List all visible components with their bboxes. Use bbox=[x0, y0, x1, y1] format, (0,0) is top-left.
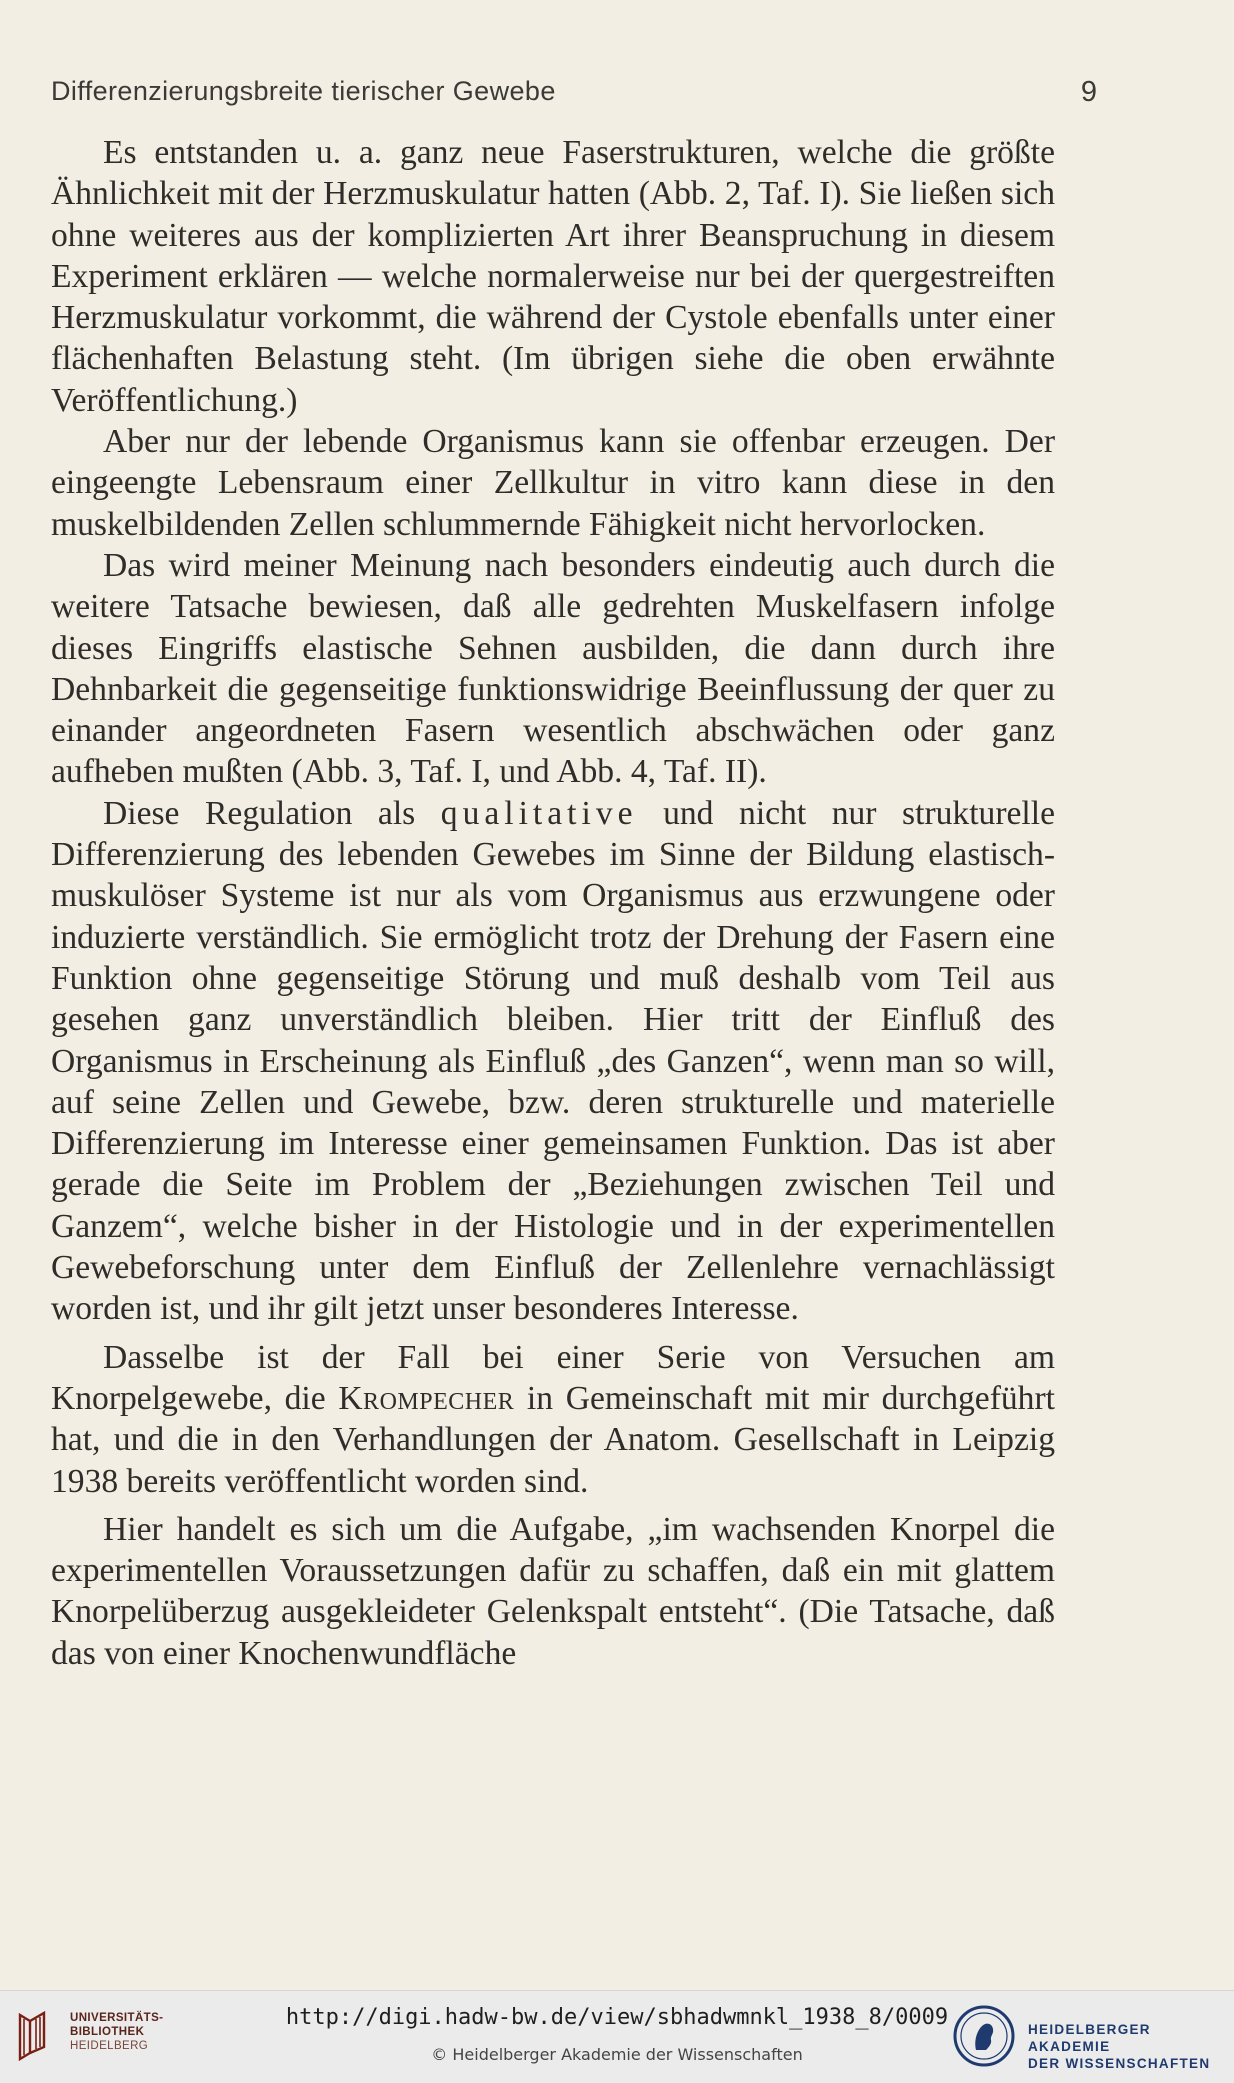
author-name: Krompecher bbox=[338, 1379, 515, 1417]
academy-name-line-1: HEIDELBERGER AKADEMIE bbox=[1028, 2022, 1151, 2054]
paragraph-4-start: Diese Regulation als bbox=[103, 794, 441, 832]
paragraph-5 bbox=[51, 1337, 1055, 1502]
library-name-line-2: BIBLIOTHEK bbox=[70, 2026, 145, 2038]
paragraph-4-rest: und nicht nur strukturelle Differenzierung des lebenden Gewebes im Sinne der Bildung elastisch-muskulöser Systeme ist nur als vom Organismus aus erzwungene oder induzierte verständlich. Sie ermöglicht trotz der Drehung der Fasern eine Funktion ohne gegenseitige Störung und muß deshalb vom Teil aus gesehen ganz unverständlich bleiben. Hier tritt der Einfluß des Organismus in Erscheinung als Einfluß „des Ganzen“, wenn man so will, auf seine Zellen und Gewebe, bzw. deren strukturelle und materielle Differenzierung im Interesse einer gemeinsamen Funktion. Das ist aber gerade die Seite im Problem der „Beziehungen zwischen Teil und Ganzem“, welche bisher in der Histologie und in der experimentellen Gewebeforschung unter dem Einfluß der Zellenlehre vernachlässigt worden ist, und ihr gilt jetzt unser besonderes Interesse. bbox=[51, 794, 1055, 1328]
paragraph-2: Aber nur der lebende Organismus kann sie offenbar erzeugen. Der eingeengte Lebensraum einer Zellkultur in vitro kann diese in den muskelbildenden Zellen schlummernde Fähigkeit nicht hervorlocken. bbox=[51, 423, 1055, 543]
emphasized-word: qualitative bbox=[440, 794, 638, 832]
library-name-line-3: HEIDELBERG bbox=[70, 2040, 149, 2052]
page-number: 9 bbox=[1080, 76, 1097, 108]
viewer-footer bbox=[0, 1990, 1234, 2083]
paragraph-3: Das wird meiner Meinung nach besonders eindeutig auch durch die weitere Tatsache bewiesen, daß alle gedrehten Muskelfasern infolge dieses Eingriffs elastische Sehnen ausbilden, die dann durch ihre Dehnbarkeit die gegenseitige funktionswidrige Beeinflussung der quer zu einander angeordneten Fasern wesentlich abschwächen oder ganz aufheben mußten (Abb. 3, Taf. I, und Abb. 4, Taf. II). bbox=[51, 546, 1055, 791]
paragraph-4 bbox=[51, 793, 1055, 1330]
paragraph-5-start: Dasselbe ist der Fall bei einer Serie von Versuchen am Knorpelgewebe, die bbox=[51, 1338, 1055, 1417]
copyright-notice: © Heidelberger Akademie der Wissenschaften bbox=[431, 2045, 803, 2064]
body-text bbox=[51, 132, 1055, 1674]
academy-name-line-2: DER WISSENSCHAFTEN bbox=[1028, 2056, 1211, 2071]
academy-name bbox=[1028, 2021, 1234, 2072]
library-name-line-1: UNIVERSITÄTS- bbox=[70, 2012, 164, 2024]
paragraph-5-rest: in Gemeinschaft mit mir durchgeführt hat, und die in den Verhandlungen der Anatom. Gesellschaft in Leipzig 1938 bereits veröffentlicht worden sind. bbox=[51, 1379, 1055, 1500]
paragraph-6: Hier handelt es sich um die Aufgabe, „im wachsenden Knorpel die experimentellen Voraussetzungen dafür zu schaffen, daß ein mit glattem Knorpelüberzug ausgekleideter Gelenkspalt entsteht“. (Die Tatsache, daß das von einer Knochenwundfläche bbox=[51, 1510, 1055, 1672]
permalink-url[interactable]: http://digi.hadw-bw.de/view/sbhadwmnkl_1938_8/0009 bbox=[285, 2005, 949, 2030]
academy-seal-logo-icon bbox=[952, 2004, 1016, 2068]
paragraph-1: Es entstanden u. a. ganz neue Faserstrukturen, welche die größte Ähnlichkeit mit der Herzmuskulatur hatten (Abb. 2, Taf. I). Sie ließen sich ohne weiteres aus der komplizierten Art ihrer Beanspruchung in diesem Experiment erklären — welche normalerweise nur bei der quergestreiften Herzmuskulatur vorkommt, die während der Cystole ebenfalls unter einer flächenhaften Belastung steht. (Im übrigen siehe die oben erwähnte Veröffentlichung.) bbox=[51, 134, 1055, 419]
running-head: Differenzierungsbreite tierischer Gewebe bbox=[51, 76, 556, 106]
